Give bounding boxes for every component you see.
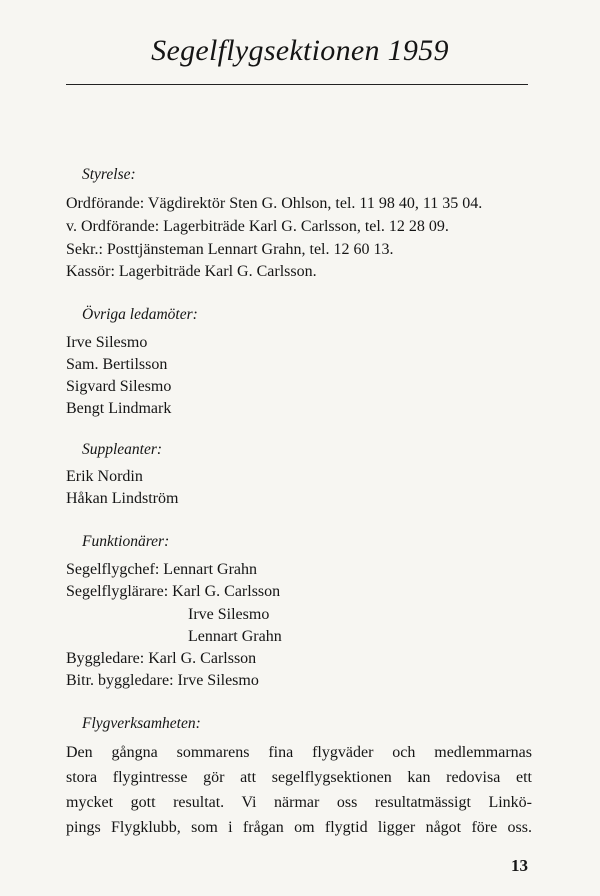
- styrelse-heading: Styrelse:: [82, 166, 136, 183]
- funktionar-line: Segelflyglärare: Karl G. Carlsson: [66, 583, 281, 600]
- page-number: 13: [511, 856, 528, 875]
- ovriga-member: Sam. Bertilsson: [66, 356, 168, 373]
- funktionar-line: Bitr. byggledare: Irve Silesmo: [66, 672, 259, 689]
- ovriga-heading: Övriga ledamöter:: [82, 306, 198, 323]
- funktionar-line: Irve Silesmo: [188, 606, 270, 623]
- paragraph-line: mycket gott resultat. Vi närmar oss resultatmässigt Linkö-: [66, 794, 532, 811]
- paragraph-line: Den gångna sommarens fina flygväder och medlemmarnas: [66, 744, 532, 761]
- paragraph-line: stora flygintresse gör att segelflygsektionen kan redovisa ett: [66, 769, 532, 786]
- suppleant-member: Erik Nordin: [66, 468, 143, 485]
- page-title: Segelflygsektionen 1959: [151, 34, 449, 67]
- paragraph-line: pings Flygklubb, som i frågan om flygtid ligger något före oss.: [66, 819, 532, 836]
- styrelse-line: Sekr.: Posttjänsteman Lennart Grahn, tel. 12 60 13.: [66, 241, 394, 258]
- title-rule: [66, 84, 528, 85]
- styrelse-line: Ordförande: Vägdirektör Sten G. Ohlson, tel. 11 98 40, 11 35 04.: [66, 195, 483, 212]
- funktionar-line: Byggledare: Karl G. Carlsson: [66, 650, 257, 667]
- ovriga-member: Bengt Lindmark: [66, 400, 172, 417]
- ovriga-member: Irve Silesmo: [66, 334, 148, 351]
- suppleanter-heading: Suppleanter:: [82, 441, 163, 458]
- flygverksamheten-heading: Flygverksamheten:: [82, 715, 201, 732]
- styrelse-line: v. Ordförande: Lagerbiträde Karl G. Carlsson, tel. 12 28 09.: [66, 218, 449, 235]
- suppleant-member: Håkan Lindström: [66, 490, 179, 507]
- funktionar-line: Lennart Grahn: [188, 628, 282, 645]
- flygverksamheten-paragraph: [66, 740, 532, 840]
- ovriga-member: Sigvard Silesmo: [66, 378, 172, 395]
- funktionar-line: Segelflygchef: Lennart Grahn: [66, 561, 258, 578]
- styrelse-line: Kassör: Lagerbiträde Karl G. Carlsson.: [66, 263, 317, 280]
- funktionarer-heading: Funktionärer:: [82, 533, 170, 550]
